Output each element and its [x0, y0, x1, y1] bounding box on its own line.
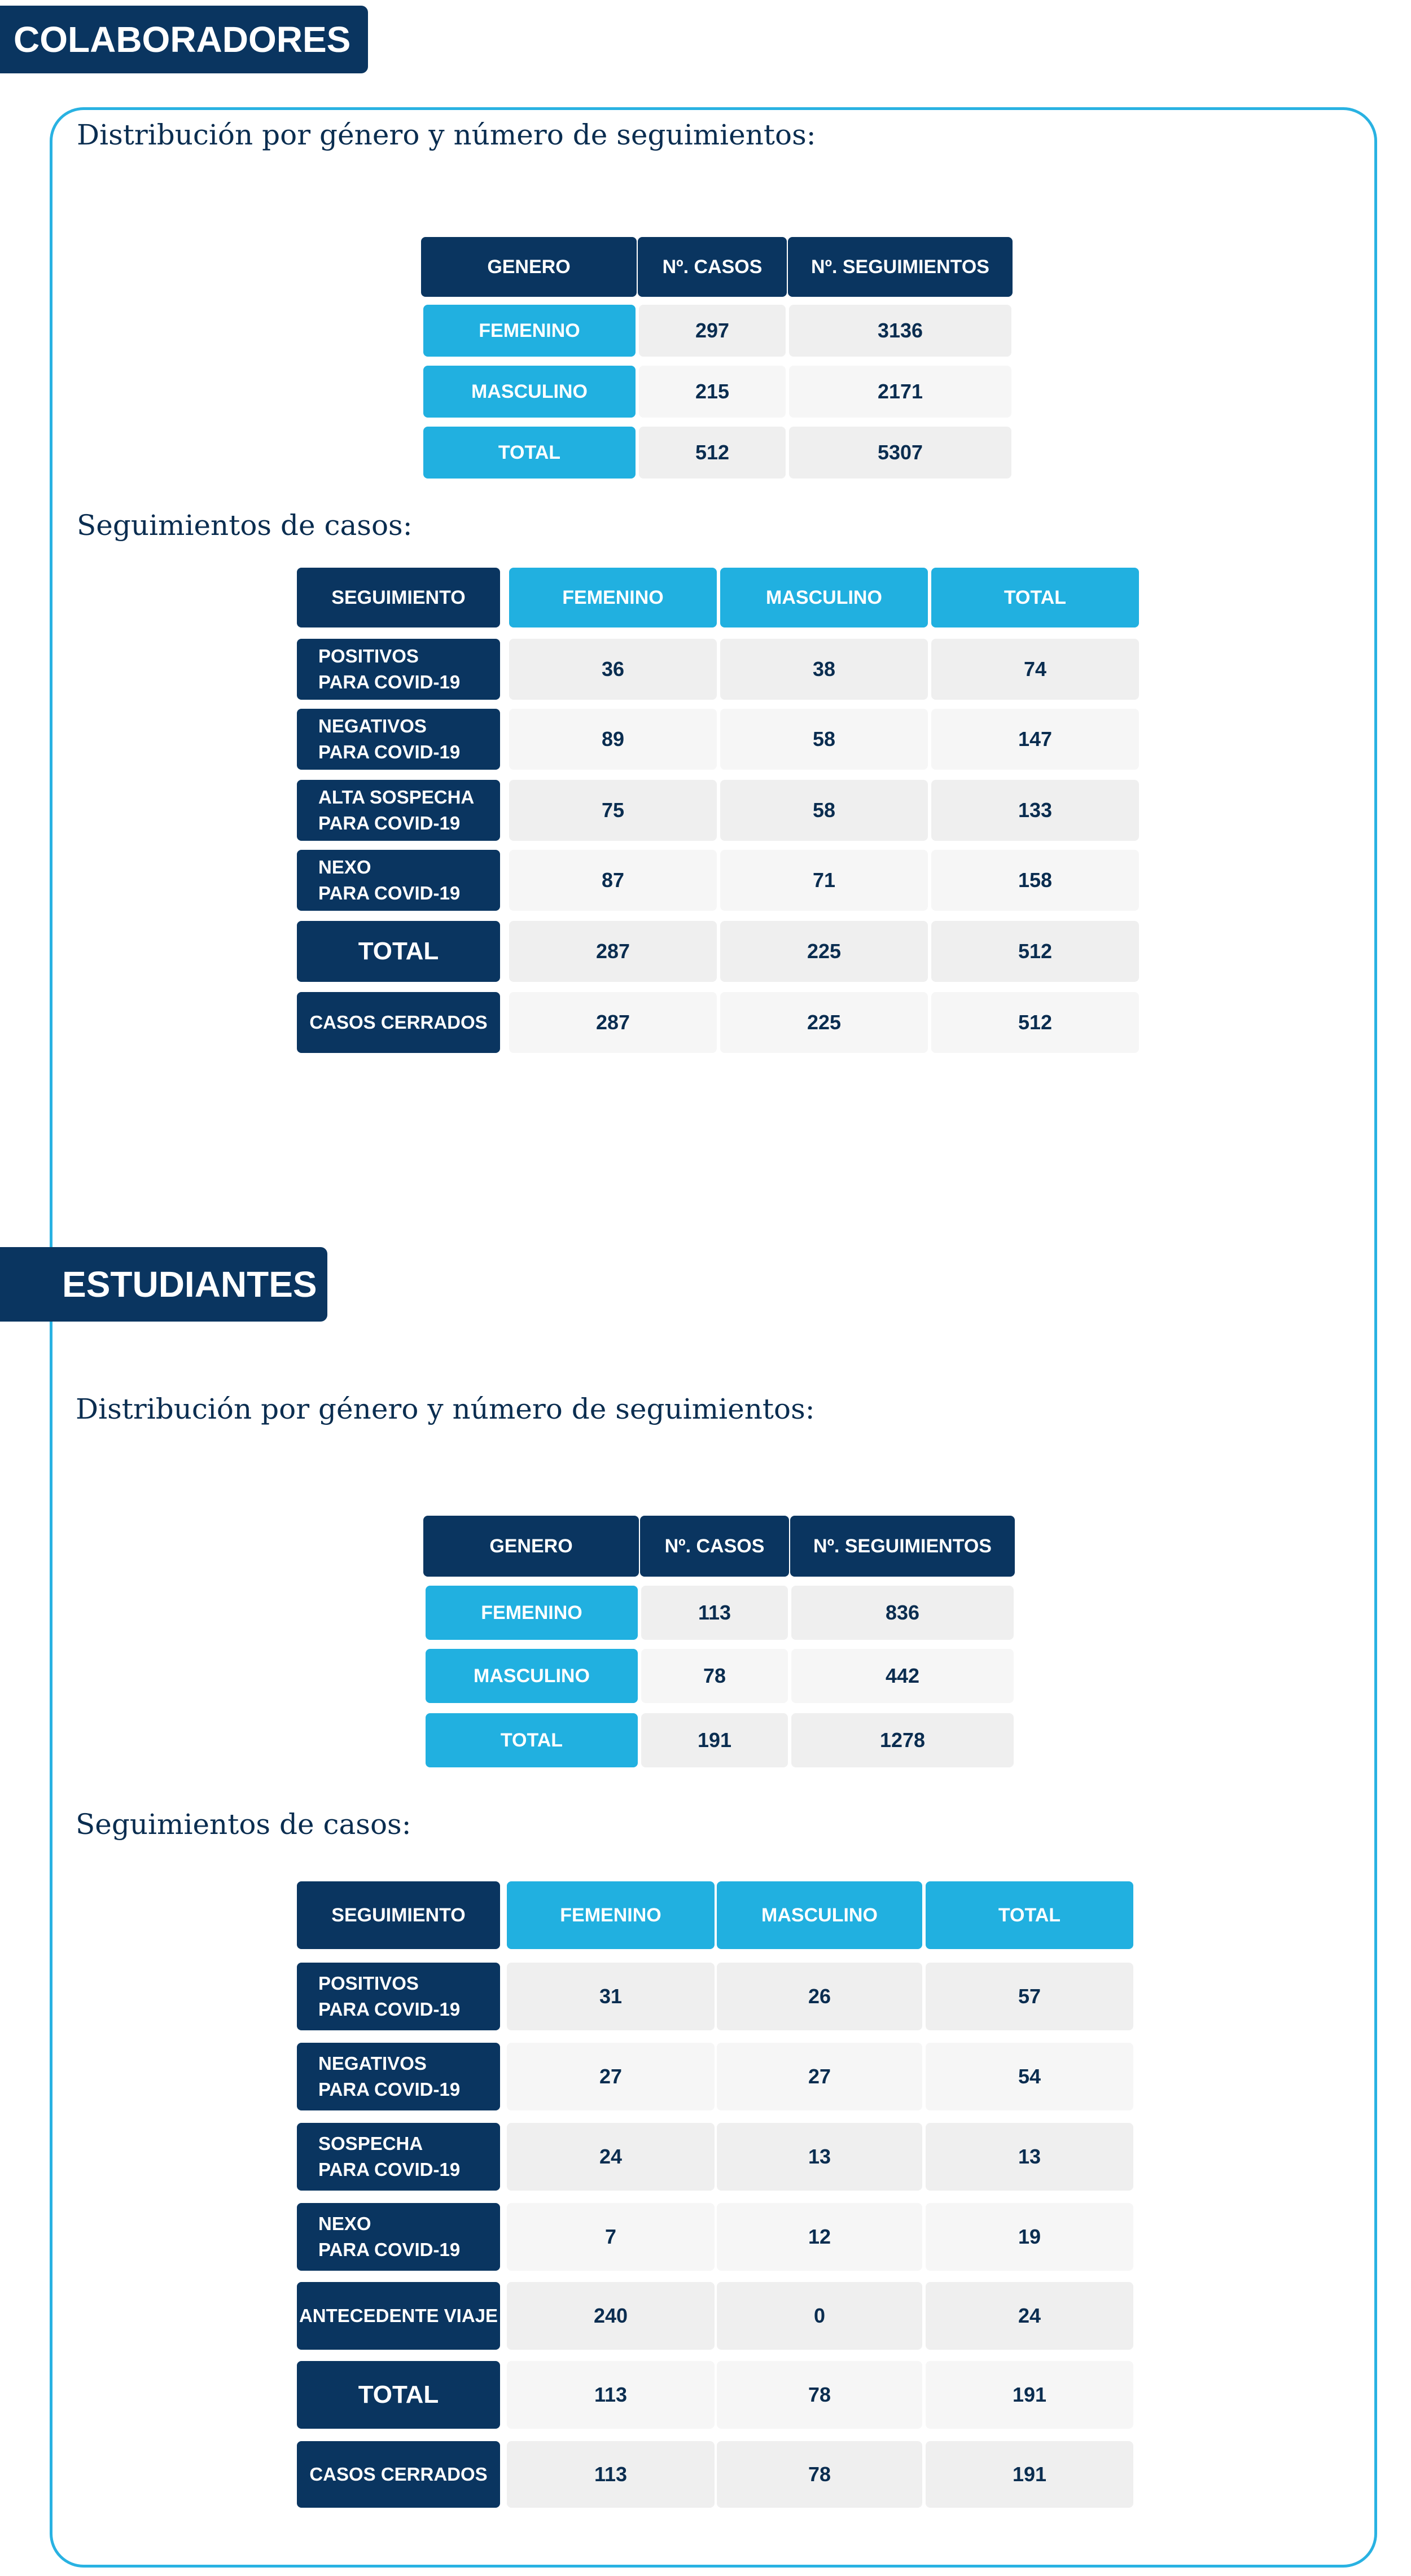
- row-label: ALTA SOSPECHA PARA COVID-19: [297, 780, 500, 841]
- header-seguimiento: SEGUIMIENTO: [297, 1881, 500, 1949]
- header-genero: GENERO: [421, 237, 637, 297]
- row-label-total: TOTAL: [423, 427, 636, 479]
- cell-femenino: 89: [509, 709, 717, 770]
- header-genero: GENERO: [423, 1516, 639, 1577]
- cell-seguimientos: 1278: [791, 1713, 1014, 1767]
- row-label-total: TOTAL: [426, 1713, 638, 1767]
- cell-total: 191: [926, 2361, 1133, 2429]
- estudiantes-intro: Distribución por género y número de seguimientos:: [76, 1393, 815, 1425]
- row-label-total: TOTAL: [297, 921, 500, 982]
- cell-masculino: 58: [720, 780, 928, 841]
- row-label: NEXO PARA COVID-19: [297, 2203, 500, 2271]
- cell-femenino: 287: [509, 992, 717, 1053]
- cell-seguimientos: 836: [791, 1586, 1014, 1640]
- header-seguimiento: SEGUIMIENTO: [297, 568, 500, 627]
- cell-total: 191: [926, 2441, 1133, 2508]
- row-label-casos-cerrados: CASOS CERRADOS: [297, 2441, 500, 2508]
- header-masculino: MASCULINO: [717, 1881, 922, 1949]
- row-label-femenino: FEMENINO: [423, 305, 636, 357]
- cell-masculino: 58: [720, 709, 928, 770]
- cell-femenino: 24: [507, 2123, 715, 2191]
- cell-casos: 113: [641, 1586, 788, 1640]
- cell-casos: 78: [641, 1649, 788, 1703]
- cell-masculino: 0: [717, 2282, 922, 2350]
- cell-femenino: 240: [507, 2282, 715, 2350]
- colaboradores-follow-title: Seguimientos de casos:: [77, 509, 413, 542]
- cell-seguimientos: 442: [791, 1649, 1014, 1703]
- row-label-casos-cerrados: CASOS CERRADOS: [297, 992, 500, 1053]
- cell-seguimientos: 5307: [789, 427, 1011, 479]
- row-label-total: TOTAL: [297, 2361, 500, 2429]
- row-label: POSITIVOS PARA COVID-19: [297, 639, 500, 700]
- section-title-estudiantes: ESTUDIANTES: [0, 1247, 327, 1322]
- cell-masculino: 225: [720, 921, 928, 982]
- cell-casos: 512: [639, 427, 786, 479]
- header-femenino: FEMENINO: [507, 1881, 715, 1949]
- header-seguimientos: Nº. SEGUIMIENTOS: [788, 237, 1013, 297]
- cell-casos: 215: [639, 366, 786, 418]
- cell-masculino: 225: [720, 992, 928, 1053]
- row-label: SOSPECHA PARA COVID-19: [297, 2123, 500, 2191]
- cell-femenino: 31: [507, 1963, 715, 2030]
- header-casos: Nº. CASOS: [638, 237, 787, 297]
- cell-total: 74: [931, 639, 1139, 700]
- cell-femenino: 87: [509, 850, 717, 911]
- cell-total: 57: [926, 1963, 1133, 2030]
- cell-masculino: 71: [720, 850, 928, 911]
- cell-seguimientos: 3136: [789, 305, 1011, 357]
- row-label: NEGATIVOS PARA COVID-19: [297, 709, 500, 770]
- cell-masculino: 26: [717, 1963, 922, 2030]
- row-label: NEXO PARA COVID-19: [297, 850, 500, 911]
- cell-total: 512: [931, 921, 1139, 982]
- header-femenino: FEMENINO: [509, 568, 717, 627]
- cell-masculino: 78: [717, 2441, 922, 2508]
- header-casos: Nº. CASOS: [640, 1516, 789, 1577]
- header-masculino: MASCULINO: [720, 568, 928, 627]
- row-label-masculino: MASCULINO: [423, 366, 636, 418]
- colaboradores-intro: Distribución por género y número de seguimientos:: [77, 119, 816, 151]
- estudiantes-follow-title: Seguimientos de casos:: [76, 1808, 411, 1841]
- cell-total: 158: [931, 850, 1139, 911]
- cell-femenino: 75: [509, 780, 717, 841]
- section-title-colaboradores: COLABORADORES: [0, 6, 368, 73]
- cell-casos: 191: [641, 1713, 788, 1767]
- cell-masculino: 27: [717, 2043, 922, 2110]
- cell-masculino: 78: [717, 2361, 922, 2429]
- row-label: POSITIVOS PARA COVID-19: [297, 1963, 500, 2030]
- cell-total: 19: [926, 2203, 1133, 2271]
- cell-femenino: 113: [507, 2441, 715, 2508]
- row-label: NEGATIVOS PARA COVID-19: [297, 2043, 500, 2110]
- cell-masculino: 13: [717, 2123, 922, 2191]
- header-total: TOTAL: [926, 1881, 1133, 1949]
- cell-casos: 297: [639, 305, 786, 357]
- cell-total: 24: [926, 2282, 1133, 2350]
- header-total: TOTAL: [931, 568, 1139, 627]
- cell-total: 147: [931, 709, 1139, 770]
- cell-femenino: 287: [509, 921, 717, 982]
- cell-femenino: 36: [509, 639, 717, 700]
- cell-femenino: 7: [507, 2203, 715, 2271]
- cell-total: 13: [926, 2123, 1133, 2191]
- row-label-antecedente-viaje: ANTECEDENTE VIAJE: [297, 2282, 500, 2350]
- cell-femenino: 113: [507, 2361, 715, 2429]
- cell-masculino: 12: [717, 2203, 922, 2271]
- cell-total: 512: [931, 992, 1139, 1053]
- cell-total: 133: [931, 780, 1139, 841]
- cell-femenino: 27: [507, 2043, 715, 2110]
- row-label-femenino: FEMENINO: [426, 1586, 638, 1640]
- row-label-masculino: MASCULINO: [426, 1649, 638, 1703]
- cell-masculino: 38: [720, 639, 928, 700]
- cell-total: 54: [926, 2043, 1133, 2110]
- header-seguimientos: Nº. SEGUIMIENTOS: [790, 1516, 1015, 1577]
- cell-seguimientos: 2171: [789, 366, 1011, 418]
